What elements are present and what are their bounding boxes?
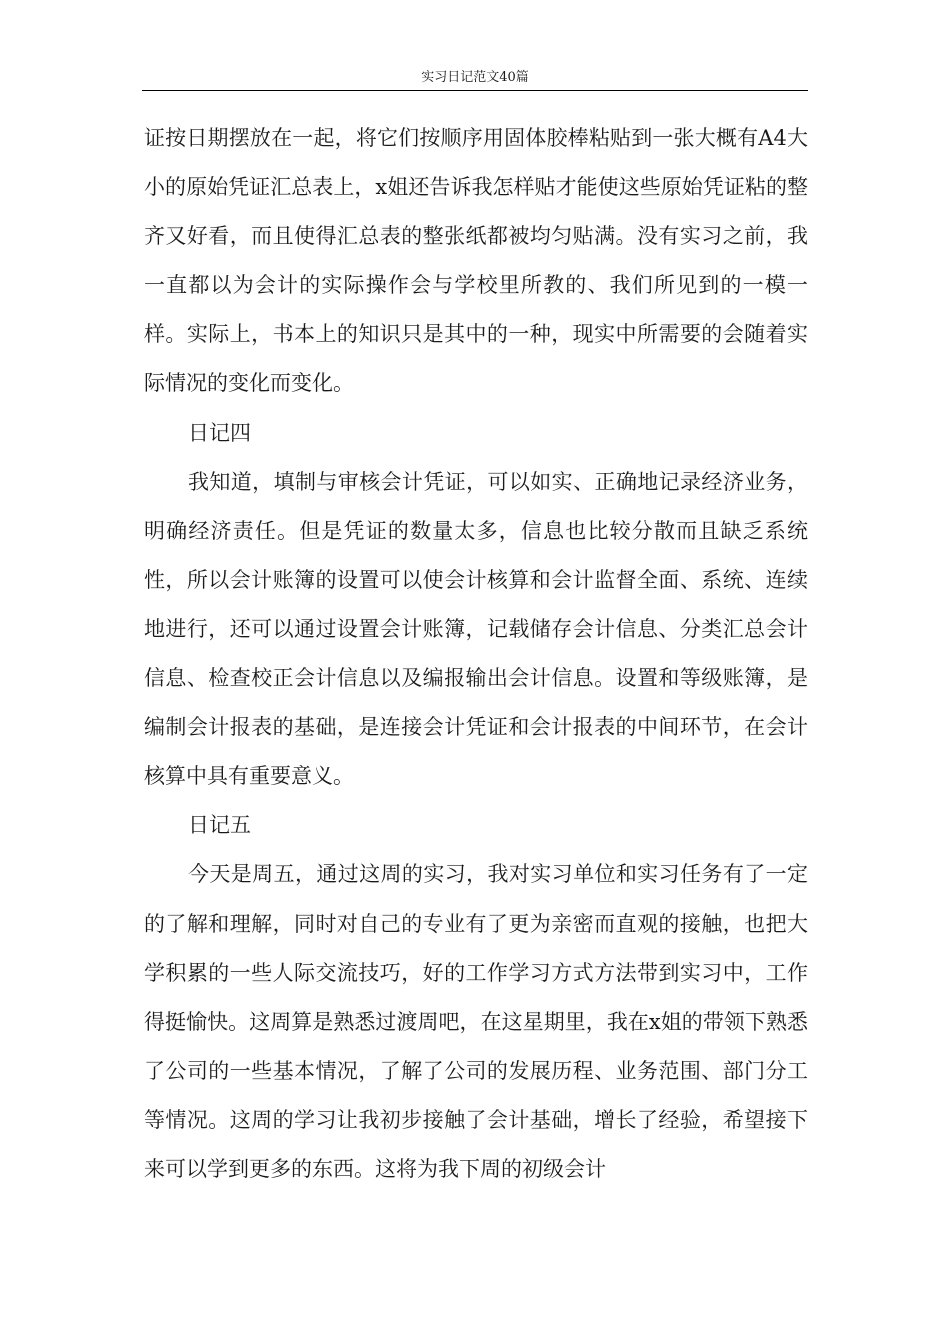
page-header-title: 实习日记范文40篇 [421,70,529,85]
paragraph-continuation: 证按日期摆放在一起，将它们按顺序用固体胶棒粘贴到一张大概有A4大小的原始凭证汇总表上，x姐还告诉我怎样贴才能使这些原始凭证粘的整齐又好看，而且使得汇总表的整张纸都被均匀贴满。没有实习之前，我一直都以为会计的实际操作会与学校里所教的、我们所见到的一模一样。实际上，书本上的知识只是其中的一种，现实中所需要的会随着实际情况的变化而变化。 [144,126,808,396]
document-body [144,114,808,1194]
diary-heading-4: 日记四 [188,420,251,445]
paragraph-diary-4: 我知道，填制与审核会计凭证，可以如实、正确地记录经济业务，明确经济责任。但是凭证的数量太多，信息也比较分散而且缺乏系统性，所以会计账簿的设置可以使会计核算和会计监督全面、系统、连续地进行，还可以通过设置会计账簿，记载储存会计信息、分类汇总会计信息、检查校正会计信息以及编报输出会计信息。设置和等级账簿，是编制会计报表的基础，是连接会计凭证和会计报表的中间环节，在会计核算中具有重要意义。 [144,469,808,789]
diary-heading-5: 日记五 [188,813,251,838]
paragraph-diary-5: 今天是周五，通过这周的实习，我对实习单位和实习任务有了一定的了解和理解，同时对自己的专业有了更为亲密而直观的接触，也把大学积累的一些人际交流技巧，好的工作学习方式方法带到实习中，工作得挺愉快。这周算是熟悉过渡周吧，在这星期里，我在x姐的带领下熟悉了公司的一些基本情况，了解了公司的发展历程、业务范围、部门分工等情况。这周的学习让我初步接触了会计基础，增长了经验，希望接下来可以学到更多的东西。这将为我下周的初级会计 [144,862,808,1181]
header-divider [142,90,808,91]
